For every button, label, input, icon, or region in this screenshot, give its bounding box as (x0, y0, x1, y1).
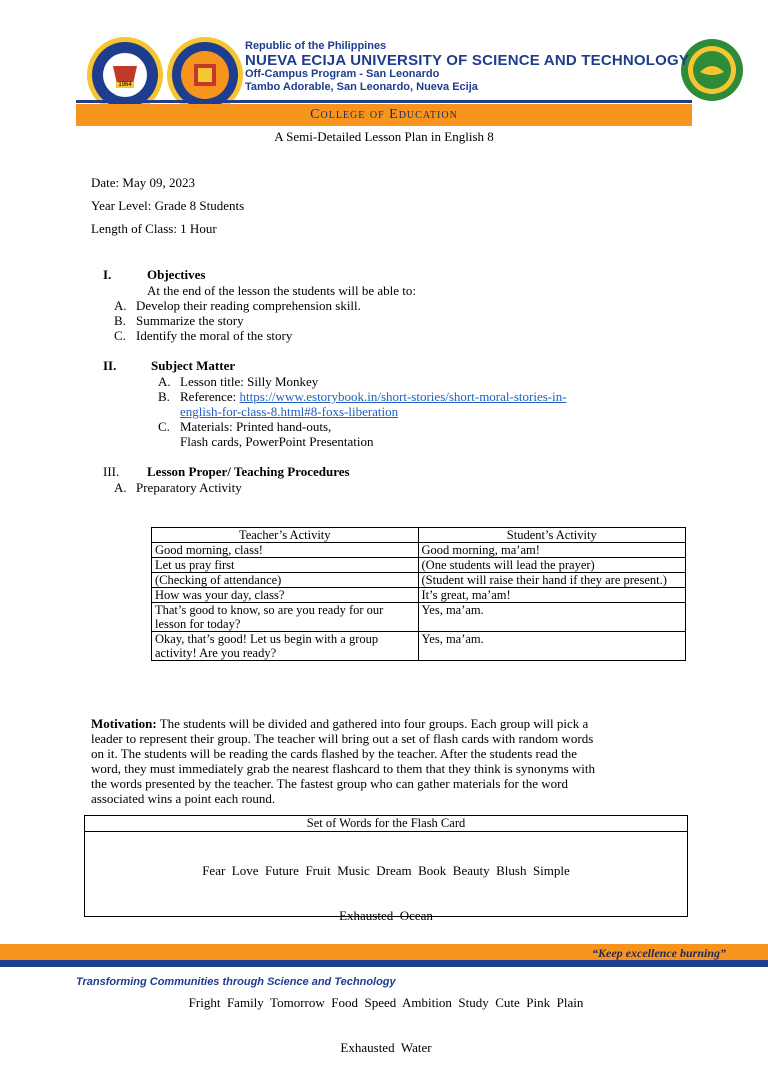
subject-matter-numeral: II. (103, 358, 117, 373)
table-header-row (152, 528, 686, 543)
lesson-proper-heading: Lesson Proper/ Teaching Procedures (147, 464, 350, 479)
teacher-header: Teacher’s Activity (152, 528, 419, 543)
objective-item: Identify the moral of the story (136, 328, 293, 343)
subject-letter: A. (158, 374, 171, 389)
program-label: Off-Campus Program - San Leonardo (245, 68, 440, 80)
svg-text:1964: 1964 (118, 82, 132, 88)
word-line: Exhausted Ocean (339, 908, 433, 923)
table-row (152, 558, 686, 573)
table-row (152, 603, 686, 632)
san-leonardo-logo (680, 38, 744, 102)
motivation-line: the words presented by the teacher. The fastest group who can gather materials for the word (91, 776, 568, 791)
activity-table (151, 527, 686, 661)
table-row (152, 543, 686, 558)
footer-navy-bar (0, 960, 768, 967)
word-line: Exhausted Water (340, 1040, 432, 1055)
college-banner (76, 104, 692, 126)
objective-letter: B. (114, 313, 126, 328)
motto: “Keep excellence burning” (592, 946, 726, 960)
date-line: Date: May 09, 2023 (91, 175, 195, 190)
table-row (152, 573, 686, 588)
republic-label: Republic of the Philippines (245, 40, 387, 52)
student-cell: Yes, ma’am. (418, 632, 686, 661)
motivation-line: leader to represent their group. The teacher will bring out a set of flash cards with random words (91, 731, 594, 746)
motivation-line: word, they must immediately grab the nearest flashcard to them that they think is synonyms with (91, 761, 596, 776)
objective-item: Develop their reading comprehension skill. (136, 298, 361, 313)
word-line: Fear Love Future Fruit Music Dream Book Beauty Blush Simple (202, 863, 570, 878)
objectives-heading: Objectives (147, 267, 206, 282)
objectives-intro: At the end of the lesson the students will be able to: (147, 283, 416, 298)
college-title: College of Education (310, 107, 458, 122)
reference-link-tail[interactable]: english-for-class-8.html#8-foxs-liberation (180, 404, 399, 419)
motivation-text: The students will be divided and gathered into four groups. Each group will pick a (156, 716, 589, 731)
motivation-line (91, 716, 691, 731)
teacher-cell: (Checking of attendance) (152, 573, 419, 588)
teacher-cell: Okay, that’s good! Let us begin with a group activity! Are you ready? (152, 632, 419, 661)
table-row (152, 632, 686, 661)
objective-item: Summarize the story (136, 313, 244, 328)
subject-matter-heading: Subject Matter (151, 358, 236, 373)
preparatory-activity: Preparatory Activity (136, 480, 242, 495)
motivation-paragraph (91, 716, 691, 806)
reference-label: Reference: (180, 389, 240, 404)
student-header: Student’s Activity (418, 528, 686, 543)
student-cell: (Student will raise their hand if they are present.) (418, 573, 686, 588)
lesson-title: Lesson title: Silly Monkey (180, 374, 319, 389)
flash-card-title: Set of Words for the Flash Card (85, 816, 687, 832)
student-cell: Yes, ma’am. (418, 603, 686, 632)
document-title: A Semi-Detailed Lesson Plan in English 8 (274, 129, 494, 144)
subject-letter: B. (158, 389, 170, 404)
subject-letter: C. (158, 419, 170, 434)
address-label: Tambo Adorable, San Leonardo, Nueva Ecija (245, 81, 478, 93)
objective-letter: C. (114, 328, 126, 343)
length-line: Length of Class: 1 Hour (91, 221, 217, 236)
materials-line: Materials: Printed hand-outs, (180, 419, 332, 434)
reference-link-continued (180, 404, 398, 420)
flash-card-set-1 (85, 833, 687, 953)
reference-link[interactable]: https://www.estorybook.in/short-stories/short-moral-stories-in- (239, 389, 567, 404)
objective-letter: A. (114, 298, 127, 313)
table-row (152, 588, 686, 603)
student-cell: It’s great, ma’am! (418, 588, 686, 603)
teacher-cell: Let us pray first (152, 558, 419, 573)
header-divider (76, 100, 692, 103)
word-line: Fright Family Tomorrow Food Speed Ambition Study Cute Pink Plain (188, 995, 584, 1010)
university-name: NUEVA ECIJA UNIVERSITY OF SCIENCE AND TECHNOLOGY (245, 52, 690, 69)
teacher-cell: Good morning, class! (152, 543, 419, 558)
objectives-numeral: I. (103, 267, 112, 282)
student-cell: (One students will lead the prayer) (418, 558, 686, 573)
materials-line-2: Flash cards, PowerPoint Presentation (180, 434, 374, 449)
teacher-cell: How was your day, class? (152, 588, 419, 603)
motivation-label: Motivation: (91, 716, 157, 731)
lesson-proper-numeral: III. (103, 464, 120, 479)
preparatory-letter: A. (114, 480, 127, 495)
motivation-line: on it. The students will be reading the cards flashed by the teacher. After the students read the (91, 746, 578, 761)
reference-line (180, 389, 567, 405)
motivation-line: associated wins a point each round. (91, 791, 276, 806)
teacher-cell: That’s good to know, so are you ready for our lesson for today? (152, 603, 419, 632)
student-cell: Good morning, ma’am! (418, 543, 686, 558)
footer-tagline: Transforming Communities through Science and Technology (76, 976, 396, 988)
year-level-line: Year Level: Grade 8 Students (91, 198, 245, 213)
